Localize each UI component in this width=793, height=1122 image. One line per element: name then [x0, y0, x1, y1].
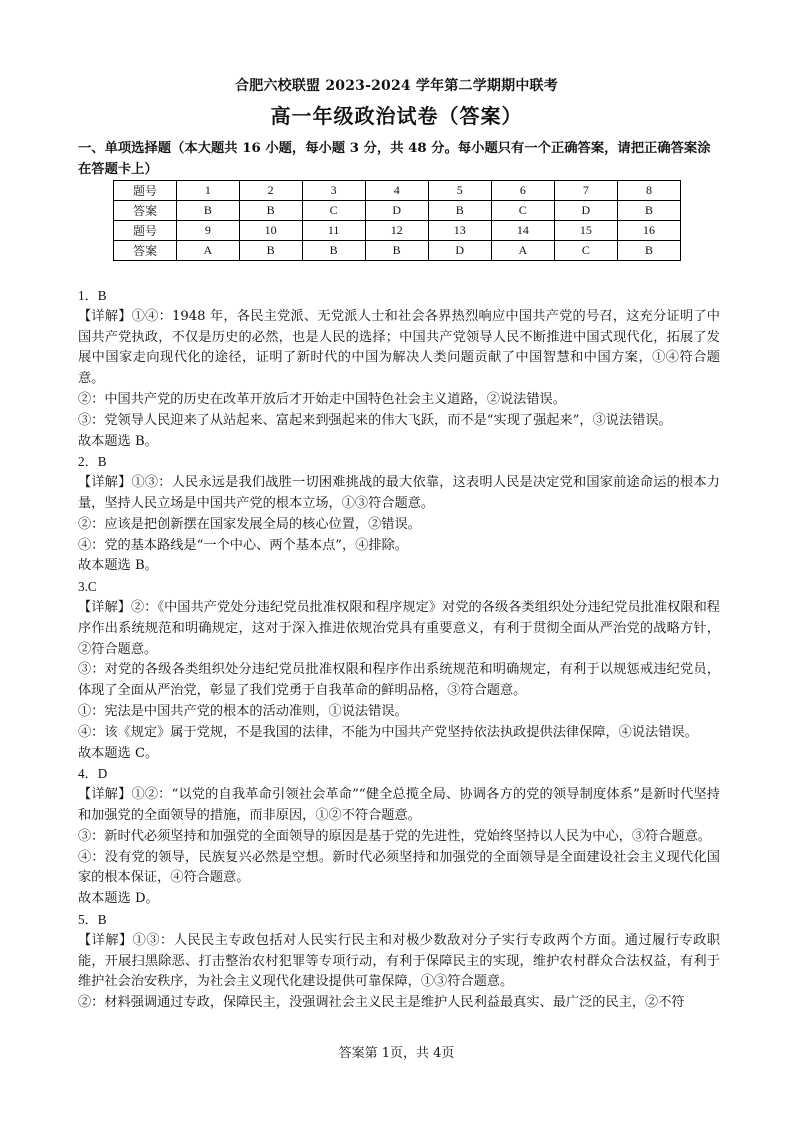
answer-table-cell: D: [365, 201, 428, 221]
answer-table-cell: B: [617, 241, 680, 261]
answer-table-cell: B: [177, 201, 240, 221]
explanations: [78, 286, 720, 1014]
page-footer: 答案第 1页，共 4页: [338, 1046, 455, 1061]
explanation-line: ③：对党的各级各类组织处分违纪党员批准权限和程序作出系统规范和明确规定，有利于以规惩戒违纪党员，体现了全面从严治党，彰显了我们党勇于自我革命的鲜明品格，③符合题意。: [78, 662, 720, 699]
explanation-line: 故本题选 B。: [78, 558, 158, 574]
answer-table-header-cell: 答案: [114, 201, 177, 221]
answer-table-cell: D: [428, 241, 491, 261]
explanation-line: ①：宪法是中国共产党的根本的活动准则，①说法错误。: [78, 703, 408, 719]
answer-table-cell: 3: [302, 181, 365, 201]
answer-table-cell: 13: [428, 221, 491, 241]
answer-table-cell: B: [302, 241, 365, 261]
section-heading: 一、单项选择题（本大题共 16 小题，每小题 3 分，共 48 分。每小题只有一个正确答案，请把正确答案涂在答题卡上）: [78, 141, 711, 177]
answer-table-row: [114, 241, 681, 261]
explanation-line: 【详解】①②：“以党的自我革命引领社会革命”“健全总揽全局、协调各方的党的领导制度体系”是新时代坚持和加强党的全面领导的措施，而非原因，①②不符合题意。: [78, 787, 720, 823]
answer-table-cell: B: [617, 201, 680, 221]
explanation-line: 【详解】①③：人民永远是我们战胜一切困难挑战的最大依靠，这表明人民是决定党和国家前途命运的根本力量，坚持人民立场是中国共产党的根本立场，①③符合题意。: [78, 475, 720, 511]
exam-subtitle: 高一年级政治试卷（答案）: [270, 104, 523, 128]
answer-table-cell: 14: [491, 221, 554, 241]
answer-table-cell: 5: [428, 181, 491, 201]
answer-table-cell: B: [239, 241, 302, 261]
question-number: 5．B: [78, 911, 107, 927]
answer-table: [113, 180, 681, 261]
answer-table-cell: 2: [239, 181, 302, 201]
answer-table-cell: 7: [554, 181, 617, 201]
answer-table-cell: 16: [617, 221, 680, 241]
explanation-line: ③：党领导人民迎来了从站起来、富起来到强起来的伟大飞跃，而不是“实现了强起来”，③说法错误。: [78, 412, 672, 428]
answer-table-cell: C: [302, 201, 365, 221]
question-number: 2．B: [78, 454, 107, 470]
answer-table-row: [114, 221, 681, 241]
answer-table-header-cell: 题号: [114, 181, 177, 201]
explanation-line: ②：应该是把创新摆在国家发展全局的核心位置，②错误。: [78, 516, 421, 532]
answer-table-cell: D: [554, 201, 617, 221]
answer-table-cell: 4: [365, 181, 428, 201]
answer-table-cell: 10: [239, 221, 302, 241]
explanation-line: ②：中国共产党的历史在改革开放后才开始走中国特色社会主义道路，②说法错误。: [78, 391, 566, 407]
answer-table-cell: C: [554, 241, 617, 261]
answer-table-cell: B: [428, 201, 491, 221]
explanation-line: 【详解】①③：人民民主专政包括对人民实行民主和对极少数敌对分子实行专政两个方面。通过履行专政职能，开展扫黑除恶、打击整治农村犯罪等专项行动，有利于保障民主的实现，维护农村群众合法权益，有利于维护社会治安秩序，为社会主义现代化建设提供可靠保障，①③符合题意。: [78, 932, 720, 990]
answer-table-cell: A: [177, 241, 240, 261]
explanation-line: ④：该《规定》属于党规，不是我国的法律，不能为中国共产党坚持依法执政提供法律保障，④说法错误。: [78, 724, 698, 740]
question-number: 1．B: [78, 288, 107, 303]
answer-table-cell: 9: [177, 221, 240, 241]
explanation-line: ④：没有党的领导，民族复兴必然是空想。新时代必须坚持和加强党的全面领导是全面建设社会主义现代化国家的根本保证，④符合题意。: [78, 849, 720, 886]
answer-table-header-cell: 答案: [114, 241, 177, 261]
exam-title: 合肥六校联盟 2023-2024 学年第二学期期中联考: [235, 78, 558, 94]
answer-table-cell: B: [365, 241, 428, 261]
explanation-line: ④：党的基本路线是“一个中心、两个基本点”，④排除。: [78, 537, 408, 553]
explanation-line: 【详解】②：《中国共产党处分违纪党员批准权限和程序规定》对党的各级各类组织处分违纪党员批准权限和程序作出系统规范和明确规定，这对于深入推进依规治党具有重要意义，有利于贯彻全面从严治党的战略方针，②符合题意。: [78, 599, 720, 657]
explanation-line: 故本题选 B。: [78, 433, 158, 449]
answer-table-cell: 8: [617, 181, 680, 201]
answer-table-cell: 6: [491, 181, 554, 201]
answer-table-cell: 15: [554, 221, 617, 241]
explanation-line: 【详解】①④：1948 年，各民主党派、无党派人士和社会各界热烈响应中国共产党的号召，这充分证明了中国共产党执政，不仅是历史的必然，也是人民的选择；中国共产党领导人民不断推进中国式现代化，拓展了发展中国家走向现代化的途径，证明了新时代的中国为解决人类问题贡献了中国智慧和中国方案，①④符合题意。: [78, 308, 720, 387]
question-number: 4．D: [78, 766, 108, 782]
answer-table-cell: 11: [302, 221, 365, 241]
question-number: 3.C: [78, 579, 97, 595]
explanation-line: ②：材料强调通过专政，保障民主，没强调社会主义民主是维护人民利益最真实、最广泛的民主，②不符: [78, 995, 685, 1011]
answer-table-header-cell: 题号: [114, 221, 177, 241]
answer-table-cell: C: [491, 201, 554, 221]
answer-table-cell: B: [239, 201, 302, 221]
answer-table-cell: 1: [177, 181, 240, 201]
answer-table-row: [114, 201, 681, 221]
explanation-line: 故本题选 D。: [78, 891, 159, 907]
explanation-line: 故本题选 C。: [78, 745, 159, 761]
answer-table-cell: A: [491, 241, 554, 261]
answer-table-cell: 12: [365, 221, 428, 241]
answer-table-row: [114, 181, 681, 201]
explanation-line: ③：新时代必须坚持和加强党的全面领导的原因是基于党的先进性，党始终坚持以人民为中心，③符合题意。: [78, 828, 711, 844]
